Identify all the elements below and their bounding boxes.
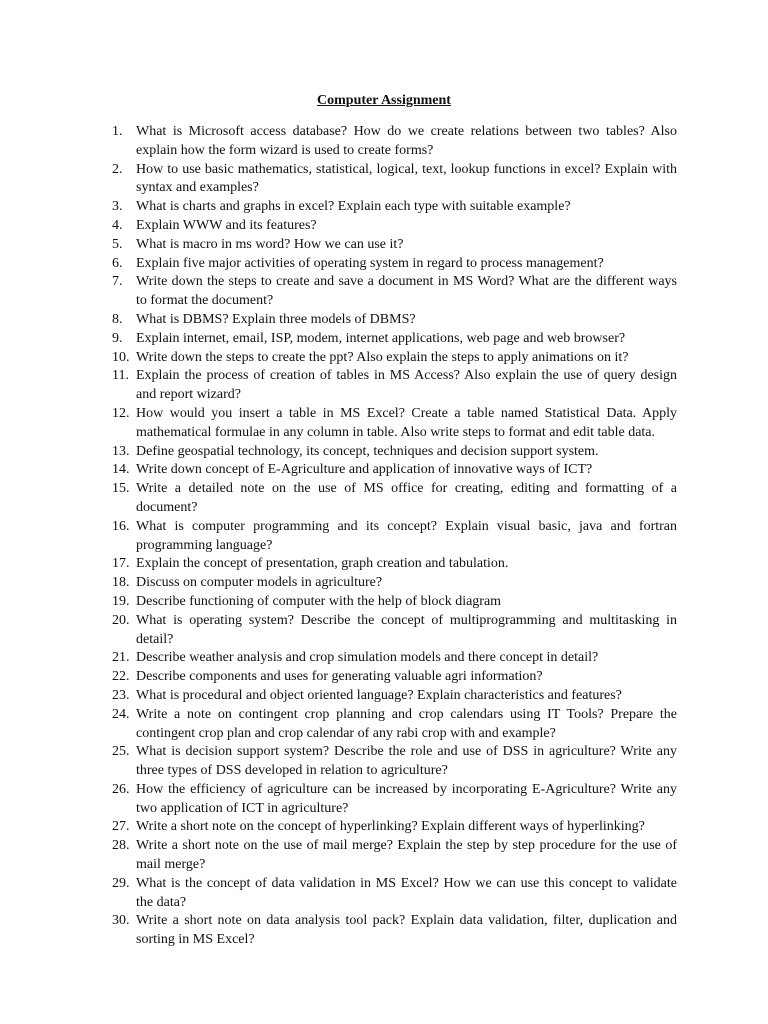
question-number-cell bbox=[100, 781, 136, 819]
question-text: How the efficiency of agriculture can be increased by incorporating E-Agriculture? Write any two application of ICT in agriculture? bbox=[136, 781, 677, 816]
question-number: 10. bbox=[112, 349, 130, 365]
question-number: 2. bbox=[112, 161, 123, 177]
question-number: 9. bbox=[112, 330, 123, 346]
question-number-cell bbox=[100, 593, 136, 612]
question-number-cell bbox=[100, 330, 136, 349]
question-number-cell bbox=[100, 612, 136, 650]
question-item bbox=[100, 574, 677, 593]
question-text: Write a short note on data analysis tool pack? Explain data validation, filter, duplication and sorting in MS Excel? bbox=[136, 913, 677, 948]
question-number-cell bbox=[100, 255, 136, 274]
question-item bbox=[100, 461, 677, 480]
question-item bbox=[100, 518, 677, 556]
question-number-cell bbox=[100, 649, 136, 668]
question-number-cell bbox=[100, 875, 136, 913]
question-number-cell bbox=[100, 198, 136, 217]
question-item bbox=[100, 480, 677, 518]
question-number-cell bbox=[100, 518, 136, 556]
question-number: 5. bbox=[112, 236, 123, 252]
question-item bbox=[100, 649, 677, 668]
question-text: Explain WWW and its features? bbox=[136, 217, 317, 233]
question-number-cell bbox=[100, 837, 136, 875]
question-list bbox=[100, 123, 677, 950]
question-number-cell bbox=[100, 405, 136, 443]
question-number: 23. bbox=[112, 687, 130, 703]
question-text: Describe functioning of computer with the help of block diagram bbox=[136, 593, 502, 609]
question-item bbox=[100, 687, 677, 706]
question-text: Explain internet, email, ISP, modem, internet applications, web page and web browser? bbox=[136, 330, 626, 346]
question-number: 15. bbox=[112, 481, 130, 497]
question-text: What is computer programming and its concept? Explain visual basic, java and fortran programming language? bbox=[136, 518, 677, 553]
question-item bbox=[100, 217, 677, 236]
question-number-cell bbox=[100, 123, 136, 161]
question-text: Explain five major activities of operating system in regard to process management? bbox=[136, 255, 604, 271]
question-item bbox=[100, 198, 677, 217]
question-item bbox=[100, 273, 677, 311]
question-text: Write down the steps to create the ppt? Also explain the steps to apply animations on it? bbox=[136, 349, 629, 365]
question-number: 12. bbox=[112, 405, 130, 421]
question-text: Write down the steps to create and save a document in MS Word? What are the different ways to format the document? bbox=[136, 274, 677, 309]
question-item bbox=[100, 912, 677, 950]
question-number-cell bbox=[100, 480, 136, 518]
question-number-cell bbox=[100, 311, 136, 330]
question-text: How to use basic mathematics, statistical, logical, text, lookup functions in excel? Explain with syntax and examples? bbox=[136, 161, 677, 196]
question-item bbox=[100, 311, 677, 330]
question-text: What is operating system? Describe the concept of multiprogramming and multitasking in detail? bbox=[136, 612, 677, 647]
question-number-cell bbox=[100, 349, 136, 368]
question-text: Discuss on computer models in agriculture? bbox=[136, 575, 383, 591]
question-text: Write a short note on the use of mail merge? Explain the step by step procedure for the use of mail merge? bbox=[136, 838, 677, 873]
question-number: 20. bbox=[112, 612, 130, 628]
question-number: 8. bbox=[112, 311, 123, 327]
question-number-cell bbox=[100, 273, 136, 311]
question-text: What is the concept of data validation in MS Excel? How we can use this concept to validate the data? bbox=[136, 875, 677, 910]
question-number: 13. bbox=[112, 443, 130, 459]
question-item bbox=[100, 875, 677, 913]
question-item bbox=[100, 161, 677, 199]
question-number-cell bbox=[100, 443, 136, 462]
question-text: What is procedural and object oriented language? Explain characteristics and features? bbox=[136, 687, 622, 703]
question-item bbox=[100, 668, 677, 687]
question-text: What is charts and graphs in excel? Explain each type with suitable example? bbox=[136, 199, 571, 215]
question-number-cell bbox=[100, 818, 136, 837]
question-text: Define geospatial technology, its concept, techniques and decision support system. bbox=[136, 443, 599, 459]
question-number: 24. bbox=[112, 706, 130, 722]
question-number: 26. bbox=[112, 781, 130, 797]
question-number: 11. bbox=[112, 368, 129, 384]
document-title: Computer Assignment bbox=[317, 93, 451, 108]
question-number: 17. bbox=[112, 556, 130, 572]
question-item bbox=[100, 236, 677, 255]
question-number: 6. bbox=[112, 255, 123, 271]
question-text: Explain the concept of presentation, graph creation and tabulation. bbox=[136, 556, 509, 572]
question-number-cell bbox=[100, 706, 136, 744]
question-text: Describe weather analysis and crop simulation models and there concept in detail? bbox=[136, 650, 599, 666]
question-text: What is macro in ms word? How we can use it? bbox=[136, 236, 404, 252]
question-item bbox=[100, 706, 677, 744]
question-number-cell bbox=[100, 236, 136, 255]
question-item bbox=[100, 612, 677, 650]
question-text: Explain the process of creation of tables in MS Access? Also explain the use of query design and report wizard? bbox=[136, 368, 677, 403]
question-number-cell bbox=[100, 555, 136, 574]
question-number: 3. bbox=[112, 199, 123, 215]
question-number-cell bbox=[100, 217, 136, 236]
question-item bbox=[100, 405, 677, 443]
question-text: How would you insert a table in MS Excel? Create a table named Statistical Data. Apply mathematical formulae in any column in table. Also write steps to format and edit table data. bbox=[136, 405, 677, 440]
question-number-cell bbox=[100, 161, 136, 199]
question-text: Describe components and uses for generating valuable agri information? bbox=[136, 669, 543, 685]
question-item bbox=[100, 330, 677, 349]
question-item bbox=[100, 555, 677, 574]
question-text: What is DBMS? Explain three models of DBMS? bbox=[136, 311, 416, 327]
question-item bbox=[100, 593, 677, 612]
question-item bbox=[100, 367, 677, 405]
question-text: Write down concept of E-Agriculture and application of innovative ways of ICT? bbox=[136, 462, 593, 478]
question-number: 22. bbox=[112, 669, 130, 685]
question-number: 1. bbox=[112, 124, 123, 139]
question-text: Write a note on contingent crop planning and crop calendars using IT Tools? Prepare the contingent crop plan and crop calendar of any rabi crop with and example? bbox=[136, 706, 677, 741]
question-item bbox=[100, 255, 677, 274]
question-text: What is Microsoft access database? How do we create relations between two tables? Also explain how the form wizard is used to create forms? bbox=[136, 124, 677, 158]
question-item bbox=[100, 837, 677, 875]
question-item bbox=[100, 781, 677, 819]
question-number: 4. bbox=[112, 217, 123, 233]
question-number: 21. bbox=[112, 650, 130, 666]
question-number-cell bbox=[100, 668, 136, 687]
question-item bbox=[100, 123, 677, 161]
question-text: Write a detailed note on the use of MS office for creating, editing and formatting of a document? bbox=[136, 481, 677, 515]
question-item bbox=[100, 349, 677, 368]
question-text: What is decision support system? Describe the role and use of DSS in agriculture? Write any three types of DSS developed in relation to agriculture? bbox=[136, 744, 677, 779]
question-number-cell bbox=[100, 743, 136, 781]
question-number-cell bbox=[100, 912, 136, 950]
question-number-cell bbox=[100, 687, 136, 706]
question-number: 27. bbox=[112, 819, 130, 835]
question-number-cell bbox=[100, 461, 136, 480]
question-text: Write a short note on the concept of hyperlinking? Explain different ways of hyperlinking? bbox=[136, 819, 645, 835]
question-number: 19. bbox=[112, 593, 130, 609]
question-item bbox=[100, 443, 677, 462]
question-item bbox=[100, 743, 677, 781]
question-number: 30. bbox=[112, 913, 130, 929]
question-item bbox=[100, 818, 677, 837]
question-number-cell bbox=[100, 367, 136, 405]
question-number: 25. bbox=[112, 744, 130, 760]
question-number: 7. bbox=[112, 274, 123, 290]
question-number: 16. bbox=[112, 518, 130, 534]
question-number: 18. bbox=[112, 575, 130, 591]
question-number-cell bbox=[100, 574, 136, 593]
question-number: 14. bbox=[112, 462, 130, 478]
question-number: 29. bbox=[112, 875, 130, 891]
question-number: 28. bbox=[112, 838, 130, 854]
